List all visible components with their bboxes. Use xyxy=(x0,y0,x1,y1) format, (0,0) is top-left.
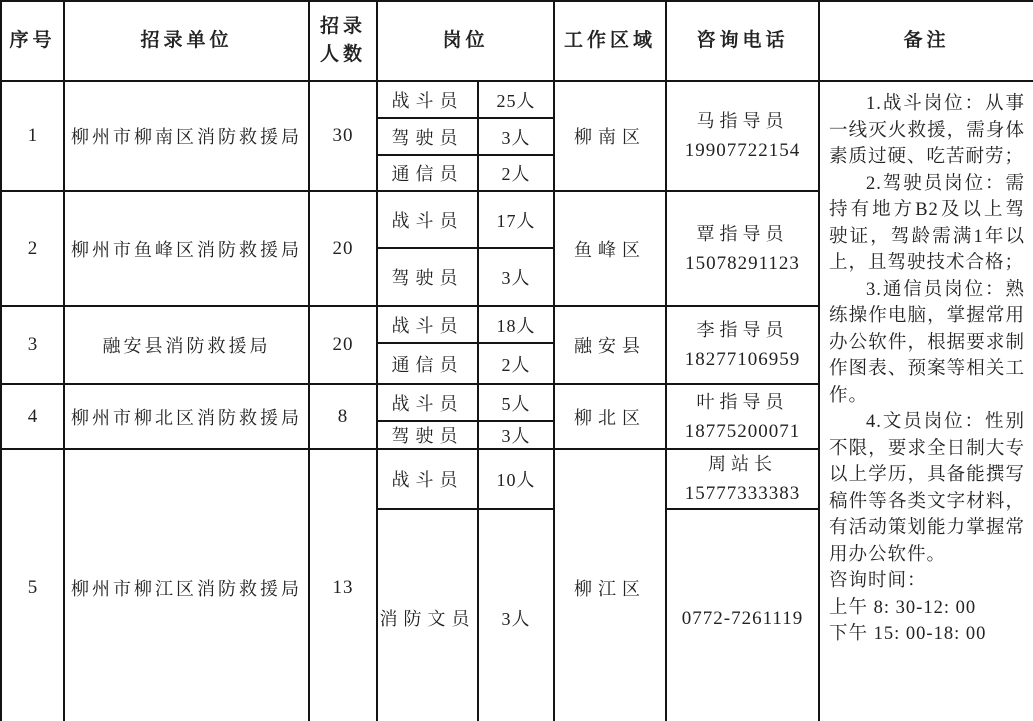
header-count: 招录人数 xyxy=(309,1,377,81)
header-seq: 序号 xyxy=(1,1,64,81)
unit-1: 柳州市柳南区消防救援局 xyxy=(64,81,309,191)
contact-name: 马指导员 xyxy=(696,111,789,131)
contact-name: 李指导员 xyxy=(696,320,789,340)
remark-morning-hours: 上午 8: 30-12: 00 xyxy=(829,597,977,618)
position-name: 驾驶员 xyxy=(377,118,478,155)
count-4: 8 xyxy=(309,384,377,449)
table-row xyxy=(1,81,1033,118)
remark-afternoon-hours: 下午 15: 00-18: 00 xyxy=(829,624,987,644)
position-count: 3人 xyxy=(478,248,554,306)
position-name: 通信员 xyxy=(377,343,478,384)
contact-name: 周站长 xyxy=(708,454,778,474)
position-count: 3人 xyxy=(478,118,554,155)
contact-5b xyxy=(666,509,819,721)
unit-5: 柳州市柳江区消防救援局 xyxy=(64,449,309,721)
area-1: 柳南区 xyxy=(554,81,666,191)
count-1: 30 xyxy=(309,81,377,191)
count-5: 13 xyxy=(309,449,377,721)
area-5: 柳江区 xyxy=(554,449,666,721)
contact-phone: 18277106959 xyxy=(684,349,801,370)
header-remark: 备注 xyxy=(819,1,1033,81)
remark-paragraph: 4.文员岗位：性别不限，要求全日制大专以上学历，具备能撰写稿件等各类文字材料，有活动策划能力掌握常用办公软件。 xyxy=(829,412,1026,565)
seq-3: 3 xyxy=(1,306,64,384)
position-name: 战斗员 xyxy=(377,384,478,421)
remark-consult-time-label: 咨询时间： xyxy=(829,571,927,591)
contact-1 xyxy=(666,81,819,191)
position-count: 3人 xyxy=(478,509,554,721)
count-2: 20 xyxy=(309,191,377,306)
contact-4 xyxy=(666,384,819,449)
contact-name: 覃指导员 xyxy=(696,223,789,244)
area-3: 融安县 xyxy=(554,306,666,384)
position-name: 驾驶员 xyxy=(377,421,478,449)
position-name: 消防文员 xyxy=(377,509,478,721)
position-count: 25人 xyxy=(478,81,554,118)
position-count: 18人 xyxy=(478,306,554,343)
remark-cell xyxy=(819,81,1033,721)
contact-phone: 0772-7261119 xyxy=(681,607,804,629)
area-2: 鱼峰区 xyxy=(554,191,666,306)
position-count: 17人 xyxy=(478,191,554,248)
position-name: 战斗员 xyxy=(377,191,478,248)
contact-name: 叶指导员 xyxy=(696,391,789,412)
contact-3 xyxy=(666,306,819,384)
position-count: 2人 xyxy=(478,343,554,384)
contact-phone: 15777333383 xyxy=(684,483,801,504)
position-count: 10人 xyxy=(478,449,554,509)
position-name: 战斗员 xyxy=(377,306,478,343)
seq-4: 4 xyxy=(1,384,64,449)
header-phone: 咨询电话 xyxy=(666,1,819,81)
position-name: 驾驶员 xyxy=(377,248,478,306)
remark-paragraph: 2.驾驶员岗位：需持有地方B2及以上驾驶证，驾龄需满1年以上，且驾驶技术合格； xyxy=(829,173,1026,273)
contact-phone: 18775200071 xyxy=(684,420,801,442)
unit-4: 柳州市柳北区消防救援局 xyxy=(64,384,309,449)
unit-2: 柳州市鱼峰区消防救援局 xyxy=(64,191,309,306)
seq-2: 2 xyxy=(1,191,64,306)
area-4: 柳北区 xyxy=(554,384,666,449)
position-name: 战斗员 xyxy=(377,449,478,509)
contact-2 xyxy=(666,191,819,306)
header-area: 工作区域 xyxy=(554,1,666,81)
position-name: 通信员 xyxy=(377,155,478,191)
remark-paragraph: 3.通信员岗位：熟练操作电脑，掌握常用办公软件，根据要求制作图表、预案等相关工作。 xyxy=(829,279,1026,406)
contact-5a xyxy=(666,449,819,509)
seq-1: 1 xyxy=(1,81,64,191)
count-3: 20 xyxy=(309,306,377,384)
position-count: 3人 xyxy=(478,421,554,449)
position-count: 2人 xyxy=(478,155,554,191)
remark-paragraph: 1.战斗岗位：从事一线灭火救援，需身体素质过硬、吃苦耐劳； xyxy=(829,94,1026,167)
table-header-row xyxy=(1,1,1033,81)
unit-3: 融安县消防救援局 xyxy=(64,306,309,384)
position-name: 战斗员 xyxy=(377,81,478,118)
contact-phone: 15078291123 xyxy=(685,252,800,274)
header-position: 岗位 xyxy=(377,1,554,81)
header-unit: 招录单位 xyxy=(64,1,309,81)
contact-phone: 19907722154 xyxy=(684,140,801,161)
position-count: 5人 xyxy=(478,384,554,421)
seq-5: 5 xyxy=(1,449,64,721)
